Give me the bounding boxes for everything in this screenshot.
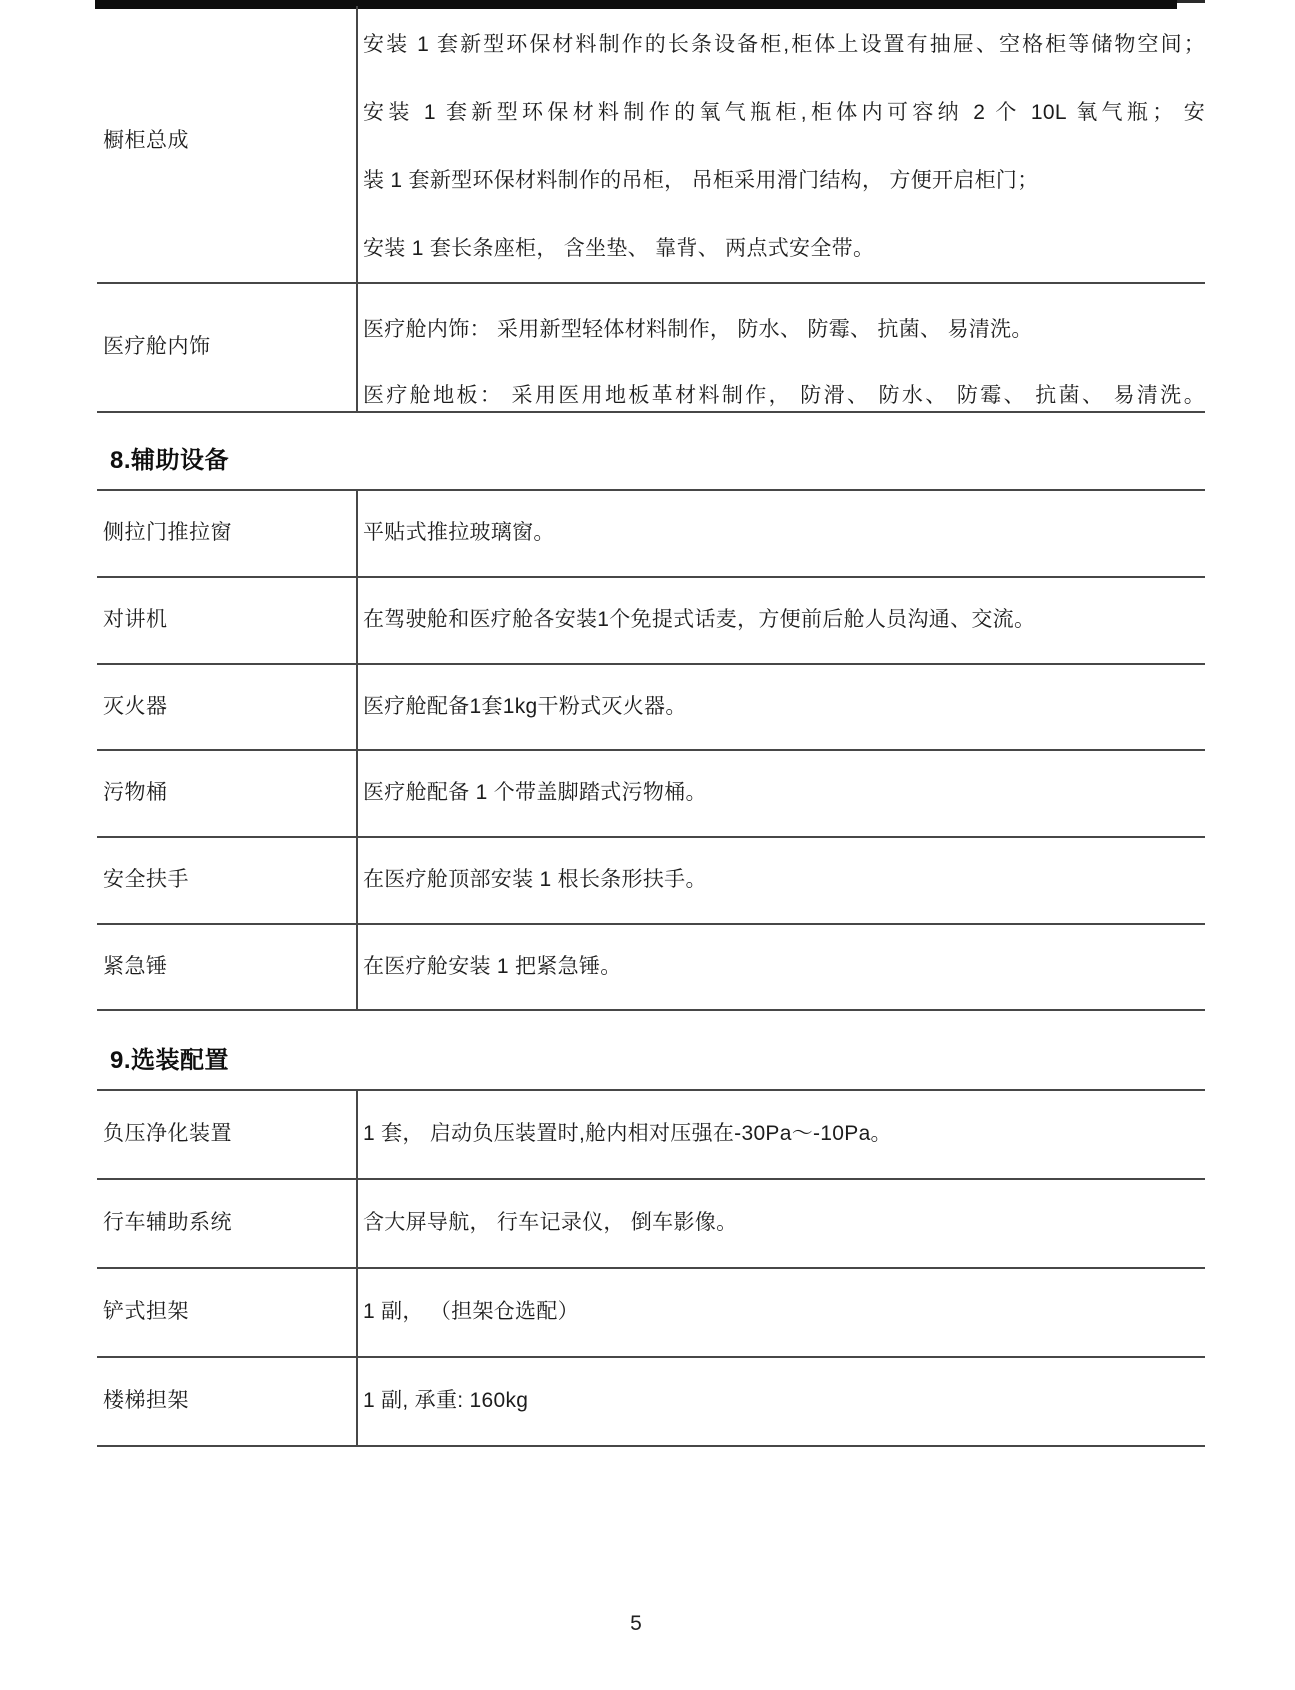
row-separator-line	[97, 663, 1205, 665]
table-cell-line: 医疗舱配备 1 个带盖脚踏式污物桶。	[363, 781, 707, 804]
top-border-bar	[95, 0, 1177, 9]
row-separator-line	[97, 576, 1205, 578]
row-separator-line	[97, 1089, 1205, 1091]
table-cell-line: 1 副, 承重: 160kg	[363, 1389, 529, 1412]
table-cell-line: 装 1 套新型环保材料制作的吊柜， 吊柜采用滑门结构， 方便开启柜门；	[363, 169, 1039, 192]
table-row-label: 负压净化装置	[103, 1122, 232, 1145]
row-separator-line	[97, 282, 1205, 284]
row-separator-line	[97, 411, 1205, 413]
table-row-label: 安全扶手	[103, 868, 189, 891]
table-cell-line: 在医疗舱安装 1 把紧急锤。	[363, 955, 622, 978]
table-row-label: 行车辅助系统	[103, 1211, 232, 1234]
row-separator-line	[97, 1009, 1205, 1011]
row-separator-line	[97, 1356, 1205, 1358]
table-row-label: 污物桶	[103, 781, 168, 804]
table-row-label: 侧拉门推拉窗	[103, 521, 232, 544]
table-cell-line: 含大屏导航， 行车记录仪， 倒车影像。	[363, 1211, 738, 1234]
top-border-bar-thin	[1177, 0, 1205, 3]
table-row-label: 灭火器	[103, 695, 168, 718]
table-cell-line: 安装 1 套长条座柜， 含坐垫、 靠背、 两点式安全带。	[363, 237, 875, 260]
table-row-label: 医疗舱内饰	[103, 335, 211, 358]
table-cell-line: 安装 1 套新型环保材料制作的长条设备柜,柜体上设置有抽屉、空格柜等储物空间；	[363, 33, 1205, 56]
section-heading: 8.辅助设备	[110, 447, 230, 474]
row-separator-line	[97, 749, 1205, 751]
table-row-label: 紧急锤	[103, 955, 168, 978]
table-cell-line: 医疗舱配备1套1kg干粉式灭火器。	[363, 695, 687, 718]
table-cell-line: 在医疗舱顶部安装 1 根长条形扶手。	[363, 868, 707, 891]
table-cell-line: 医疗舱内饰： 采用新型轻体材料制作， 防水、 防霉、 抗菌、 易清洗。	[363, 318, 1033, 341]
table-row-label: 铲式担架	[103, 1300, 189, 1323]
table-cell-line: 平贴式推拉玻璃窗。	[363, 521, 555, 544]
table-cell-line: 在驾驶舱和医疗舱各安装1个免提式话麦，方便前后舱人员沟通、交流。	[363, 608, 1036, 631]
table-cell-line: 安装 1 套新型环保材料制作的氧气瓶柜,柜体内可容纳 2 个 10L 氧气瓶； 安	[363, 101, 1205, 124]
table-row-label: 楼梯担架	[103, 1389, 189, 1412]
row-separator-line	[97, 1445, 1205, 1447]
table-row-label: 橱柜总成	[103, 129, 189, 152]
section-heading: 9.选装配置	[110, 1047, 230, 1074]
table-row-label: 对讲机	[103, 608, 168, 631]
column-divider-line	[356, 6, 358, 411]
table-cell-line: 1 套， 启动负压装置时,舱内相对压强在-30Pa～-10Pa。	[363, 1122, 892, 1145]
row-separator-line	[97, 923, 1205, 925]
table-cell-line: 1 副， （担架仓选配）	[363, 1300, 579, 1323]
table-cell-line: 医疗舱地板： 采用医用地板革材料制作， 防滑、 防水、 防霉、 抗菌、 易清洗。	[363, 384, 1205, 407]
row-separator-line	[97, 1178, 1205, 1180]
row-separator-line	[97, 836, 1205, 838]
page-number: 5	[630, 1612, 642, 1635]
row-separator-line	[97, 1267, 1205, 1269]
row-separator-line	[97, 489, 1205, 491]
